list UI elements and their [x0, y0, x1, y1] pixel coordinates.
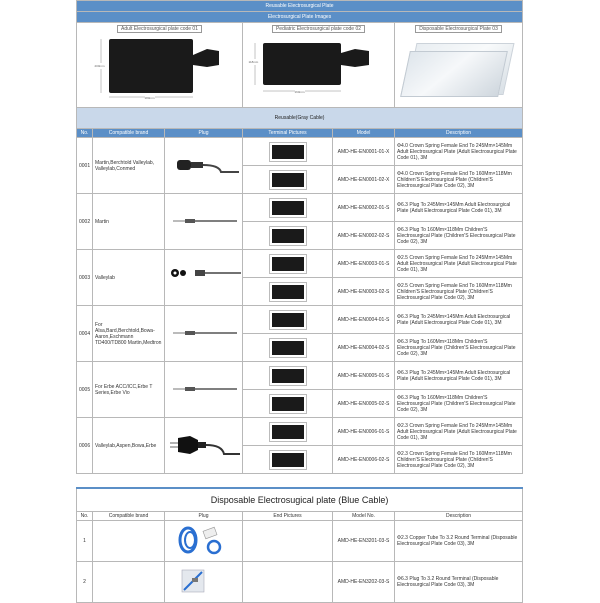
row-model: AMD-HE-EN0004-01-S: [333, 306, 395, 334]
row-model: AMD-HE-EN3202-03-S: [333, 562, 395, 603]
row-model: AMD-HE-EN0006-02-S: [333, 446, 395, 474]
row-model: AMD-HE-EN0003-02-S: [333, 278, 395, 306]
plug-image: [165, 418, 243, 474]
terminal-picture: [243, 306, 333, 334]
plug-pin-icon: [169, 211, 239, 231]
row-description: Φ6.3 Plug To 3.2 Round Terminal (Disposable Electrosurgical Plate Code 03), 3M: [395, 562, 523, 603]
reusable-table: [76, 0, 523, 474]
col-model-no: Model No.: [333, 512, 395, 521]
col-model: Model: [333, 129, 395, 138]
terminal-plate-icon: [270, 367, 306, 385]
row-description: Φ6.3 Plug To 245Mm×145Mm Adult Electrosurgical Plate (Adult Electrosurgical Plate Code 01), 3M: [395, 362, 523, 390]
row-brand: For Alsa,Bard,Berchtold,Bowa-Aaron,Eschmann TD400/TD800 Martin,Medtron: [93, 306, 165, 362]
row-no: 0002: [77, 194, 93, 250]
row-brand: [93, 521, 165, 562]
disposable-table: [76, 487, 523, 603]
col-end-pictures: End Pictures: [243, 512, 333, 521]
terminal-picture: [243, 334, 333, 362]
reusable-section-title: Reusable(Gray Cable): [77, 108, 523, 129]
plug-image: [165, 194, 243, 250]
terminal-plate-icon: [270, 227, 306, 245]
image-adult-cell: [77, 23, 243, 108]
table-row: [77, 418, 523, 446]
terminal-picture: [243, 222, 333, 250]
terminal-plate-icon: [270, 143, 306, 161]
plug-crown-spring-icon: [169, 152, 239, 178]
terminal-picture: [243, 446, 333, 474]
terminal-picture: [243, 278, 333, 306]
col-brand: Compatible brand: [93, 129, 165, 138]
adult-plate-image: [95, 35, 225, 101]
images-subtitle: Electrosurgical Plate Images: [77, 12, 523, 23]
row-description: Φ2.5 Crown Spring Female End To 245Mm×145Mm Adult Electrosurgical Plate (Adult Electrosurgical Plate Code 01), 3M: [395, 250, 523, 278]
adult-dim-w: 180mm: [144, 96, 155, 100]
end-picture: [243, 562, 333, 603]
image-disposable-cell: [395, 23, 523, 108]
row-description: Φ4.0 Crown Spring Female End To 245Mm×145Mm Adult Electrosurgical Plate (Adult Electrosurgical Plate Code 01), 3M: [395, 138, 523, 166]
image-pediatric-cell: [243, 23, 395, 108]
row-description: Φ2.3 Crown Spring Female End To 245Mm×145Mm Adult Electrosurgical Plate (Adult Electrosurgical Plate Code 01), 3M: [395, 418, 523, 446]
col-plug: Plug: [165, 129, 243, 138]
row-model: AMD-HE-EN3201-03-S: [333, 521, 395, 562]
plug-valleylab-icon: [167, 264, 243, 290]
row-no: 0006: [77, 418, 93, 474]
row-brand: [93, 562, 165, 603]
adult-dim-h: 200mm: [94, 64, 105, 68]
terminal-plate-icon: [270, 199, 306, 217]
row-model: AMD-HE-EN0005-01-S: [333, 362, 395, 390]
row-description: Φ2.3 Crown Spring Female End To 160Mm×118Mm Children'S Electrosurgical Plate (Children'S Electrosurgical Plate Code 02), 3M: [395, 446, 523, 474]
disposable-col-headers: [77, 512, 523, 521]
terminal-plate-icon: [270, 283, 306, 301]
image-disposable-caption: Disposable Electrosurgical Plate 03: [415, 25, 502, 33]
plug-image: [165, 562, 243, 603]
disposable-pad-front: [400, 51, 508, 97]
pediatric-plate-svg: [249, 35, 389, 101]
row-description: Φ2.5 Crown Spring Female End To 160Mm×118Mm Children'S Electrosurgical Plate (Children'S Electrosurgical Plate Code 02), 3M: [395, 278, 523, 306]
plug-image: [165, 521, 243, 562]
row-brand: Valleylab: [93, 250, 165, 306]
terminal-picture: [243, 250, 333, 278]
table-row: [77, 562, 523, 603]
terminal-picture: [243, 362, 333, 390]
plug-image: [165, 362, 243, 418]
terminal-plate-icon: [270, 339, 306, 357]
table-row: [77, 306, 523, 334]
row-description: Φ4.0 Crown Spring Female End To 160Mm×118Mm Children'S Electrosurgical Plate (Children'S Electrosurgical Plate Code 02), 3M: [395, 166, 523, 194]
plug-image: [165, 306, 243, 362]
pediatric-plate-image: [249, 35, 389, 101]
row-model: AMD-HE-EN0005-02-S: [333, 390, 395, 418]
col-terminal: Terminal Pictures: [243, 129, 333, 138]
pediatric-dim-h: 118mm: [248, 60, 259, 64]
row-no: 0001: [77, 138, 93, 194]
row-description: Φ6.3 Plug To 245Mm×145Mm Adult Electrosurgical Plate (Adult Electrosurgical Plate Code 01), 3M: [395, 194, 523, 222]
col-brand: Compatible brand: [93, 512, 165, 521]
plug-image: [165, 138, 243, 194]
table-row: [77, 521, 523, 562]
row-model: AMD-HE-EN0003-01-S: [333, 250, 395, 278]
blue-cable-plug-icon: [174, 564, 234, 598]
row-no: 0004: [77, 306, 93, 362]
col-plug: Plug: [165, 512, 243, 521]
table-row: [77, 194, 523, 222]
plug-large-connector-icon: [168, 430, 240, 460]
terminal-picture: [243, 418, 333, 446]
row-model: AMD-HE-EN0004-02-S: [333, 334, 395, 362]
end-picture: [243, 521, 333, 562]
plug-pin-icon: [169, 379, 239, 399]
disposable-section-title: Disposable Electrosugical plate (Blue Cable): [77, 488, 523, 512]
row-description: Φ2.3 Copper Tube To 3.2 Round Terminal (Disposable Electrosurgical Plate Code 03), 3M: [395, 521, 523, 562]
terminal-plate-icon: [270, 255, 306, 273]
row-brand: Martin,Berchtold Valleylab, Valleylab,Conmed: [93, 138, 165, 194]
row-description: Φ6.3 Plug To 245Mm×145Mm Adult Electrosurgical Plate (Adult Electrosurgical Plate Code 01), 3M: [395, 306, 523, 334]
terminal-plate-icon: [270, 423, 306, 441]
row-model: AMD-HE-EN0001-02-X: [333, 166, 395, 194]
terminal-plate-icon: [270, 451, 306, 469]
terminal-picture: [243, 194, 333, 222]
row-model: AMD-HE-EN0006-01-S: [333, 418, 395, 446]
terminal-picture: [243, 166, 333, 194]
terminal-plate-icon: [270, 395, 306, 413]
row-description: Φ6.3 Plug To 160Mm×118Mm Children'S Electrosurgical Plate (Children'S Electrosurgical Plate Code 02), 3M: [395, 334, 523, 362]
terminal-plate-icon: [270, 311, 306, 329]
row-description: Φ6.3 Plug To 160Mm×118Mm Children'S Electrosurgical Plate (Children'S Electrosurgical Plate Code 02), 3M: [395, 390, 523, 418]
terminal-picture: [243, 138, 333, 166]
row-model: AMD-HE-EN0002-02-S: [333, 222, 395, 250]
images-row: [77, 23, 523, 108]
pediatric-dim-w: 160mm: [294, 90, 305, 94]
row-no: 2: [77, 562, 93, 603]
col-no: No.: [77, 512, 93, 521]
col-description: Description: [395, 129, 523, 138]
disposable-plate-image: [401, 39, 517, 99]
row-brand: Martin: [93, 194, 165, 250]
table-row: [77, 362, 523, 390]
col-no: No.: [77, 129, 93, 138]
row-description: Φ6.3 Plug To 160Mm×118Mm Children'S Electrosurgical Plate (Children'S Electrosurgical Plate Code 02), 3M: [395, 222, 523, 250]
row-model: AMD-HE-EN0001-01-X: [333, 138, 395, 166]
row-brand: Valleylab,Aspen,Bowa,Erbe: [93, 418, 165, 474]
reusable-col-headers: [77, 129, 523, 138]
plug-image: [165, 250, 243, 306]
terminal-picture: [243, 390, 333, 418]
row-no: 1: [77, 521, 93, 562]
adult-plate-svg: [95, 35, 225, 101]
image-pediatric-caption: Pediatric Electrosurgical plate code 02: [272, 25, 365, 33]
col-description: Description: [395, 512, 523, 521]
blue-cable-coil-icon: [174, 523, 234, 557]
image-adult-caption: Adult Electrosurgical plate code 01: [117, 25, 202, 33]
row-model: AMD-HE-EN0002-01-S: [333, 194, 395, 222]
table-row: [77, 250, 523, 278]
table-row: [77, 138, 523, 166]
doc-title: Reusable Electrosurgical Plate: [77, 1, 523, 12]
terminal-plate-icon: [270, 171, 306, 189]
row-no: 0005: [77, 362, 93, 418]
row-brand: For Erbe ACC/ICC,Erbe T Series,Erbe Vio: [93, 362, 165, 418]
row-no: 0003: [77, 250, 93, 306]
plug-pin-icon: [169, 323, 239, 343]
